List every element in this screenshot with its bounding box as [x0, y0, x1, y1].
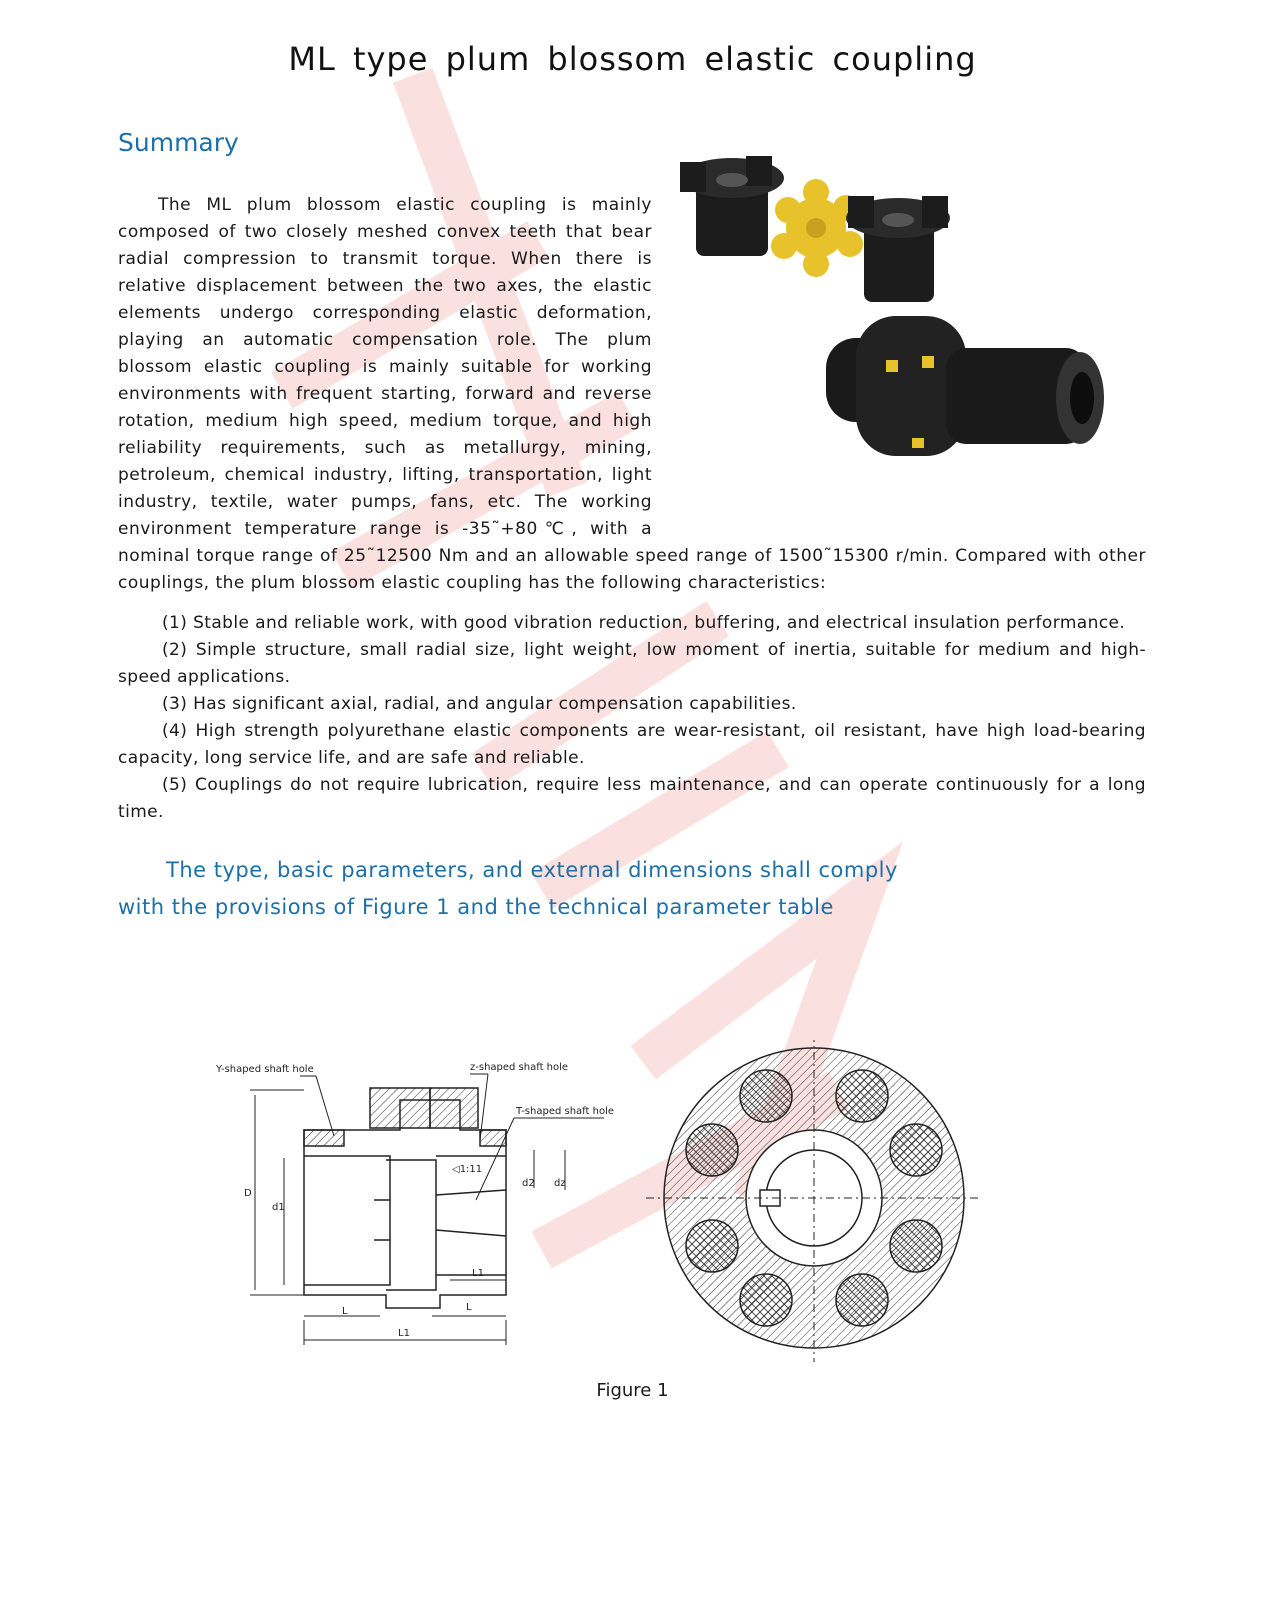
y-shaped-hole-label: Y-shaped shaft hole — [216, 1064, 314, 1075]
dim-L-left-label: L — [342, 1306, 348, 1317]
z-shaped-hole-label: z-shaped shaft hole — [470, 1062, 569, 1073]
feature-item: (1) Stable and reliable work, with good vibration reduction, buffering, and electrical insulation performance. — [162, 613, 1126, 633]
feature-item: (3) Has significant axial, radial, and angular compensation capabilities. — [162, 694, 797, 714]
feature-item: (4) High strength polyurethane elastic components are wear-resistant, oil resistant, have high load-bearing capacity, long service life, and are safe and reliable. — [118, 721, 1146, 768]
dim-d1-label: d1 — [272, 1202, 285, 1213]
summary-paragraph: The ML plum blossom elastic coupling is mainly composed of two closely meshed convex teeth that bear radial compression to transmit torque. When there is relative displacement between the two axes, the elastic elements undergo corresponding elastic deformation, playing an automatic compensation role. The plum blossom elastic coupling is mainly suitable for working environments with frequent starting, forward and reverse rotation, medium high speed, medium torque, and high reliability requirements, such as metallurgy, mining, petroleum, chemical industry, lifting, transportation, light industry, textile, water pumps, fans, etc. The working environment temperature range is -35˜+80℃, with a nominal torque range of 25˜12500 Nm and an allowable speed range of 1500˜15300 r/min. Compared with other couplings, the plum blossom elastic coupling has the following characteristics: — [118, 195, 1146, 593]
dim-L-right-label: L — [466, 1302, 472, 1313]
photo-space — [676, 192, 1146, 522]
summary-section — [118, 192, 1146, 597]
feature-item: (2) Simple structure, small radial size, light weight, low moment of inertia, suitable for medium and high-speed applications. — [118, 640, 1146, 687]
provision-text: The type, basic parameters, and external dimensions shall comply with the provisions of Figure 1 and the technical parameter table — [118, 858, 898, 919]
figure-caption: Figure 1 — [596, 1380, 669, 1401]
dim-L1-top-label: L1 — [472, 1268, 484, 1279]
dim-D-label: D — [244, 1188, 252, 1199]
dim-d2-label: d2 — [522, 1178, 535, 1189]
page-title: ML type plum blossom elastic coupling — [288, 40, 977, 78]
figure-1-drawing — [200, 1040, 1000, 1380]
dim-dz-label: dz — [554, 1178, 566, 1189]
feature-item: (5) Couplings do not require lubrication, require less maintenance, and can operate continuously for a long time. — [118, 775, 1146, 822]
taper-label: ◁1:11 — [452, 1164, 483, 1175]
feature-list — [118, 610, 1146, 826]
provision-statement — [118, 852, 938, 926]
dim-L1-bottom-label: L1 — [398, 1328, 410, 1339]
t-shaped-hole-label: T-shaped shaft hole — [516, 1106, 615, 1117]
summary-heading: Summary — [118, 128, 239, 157]
